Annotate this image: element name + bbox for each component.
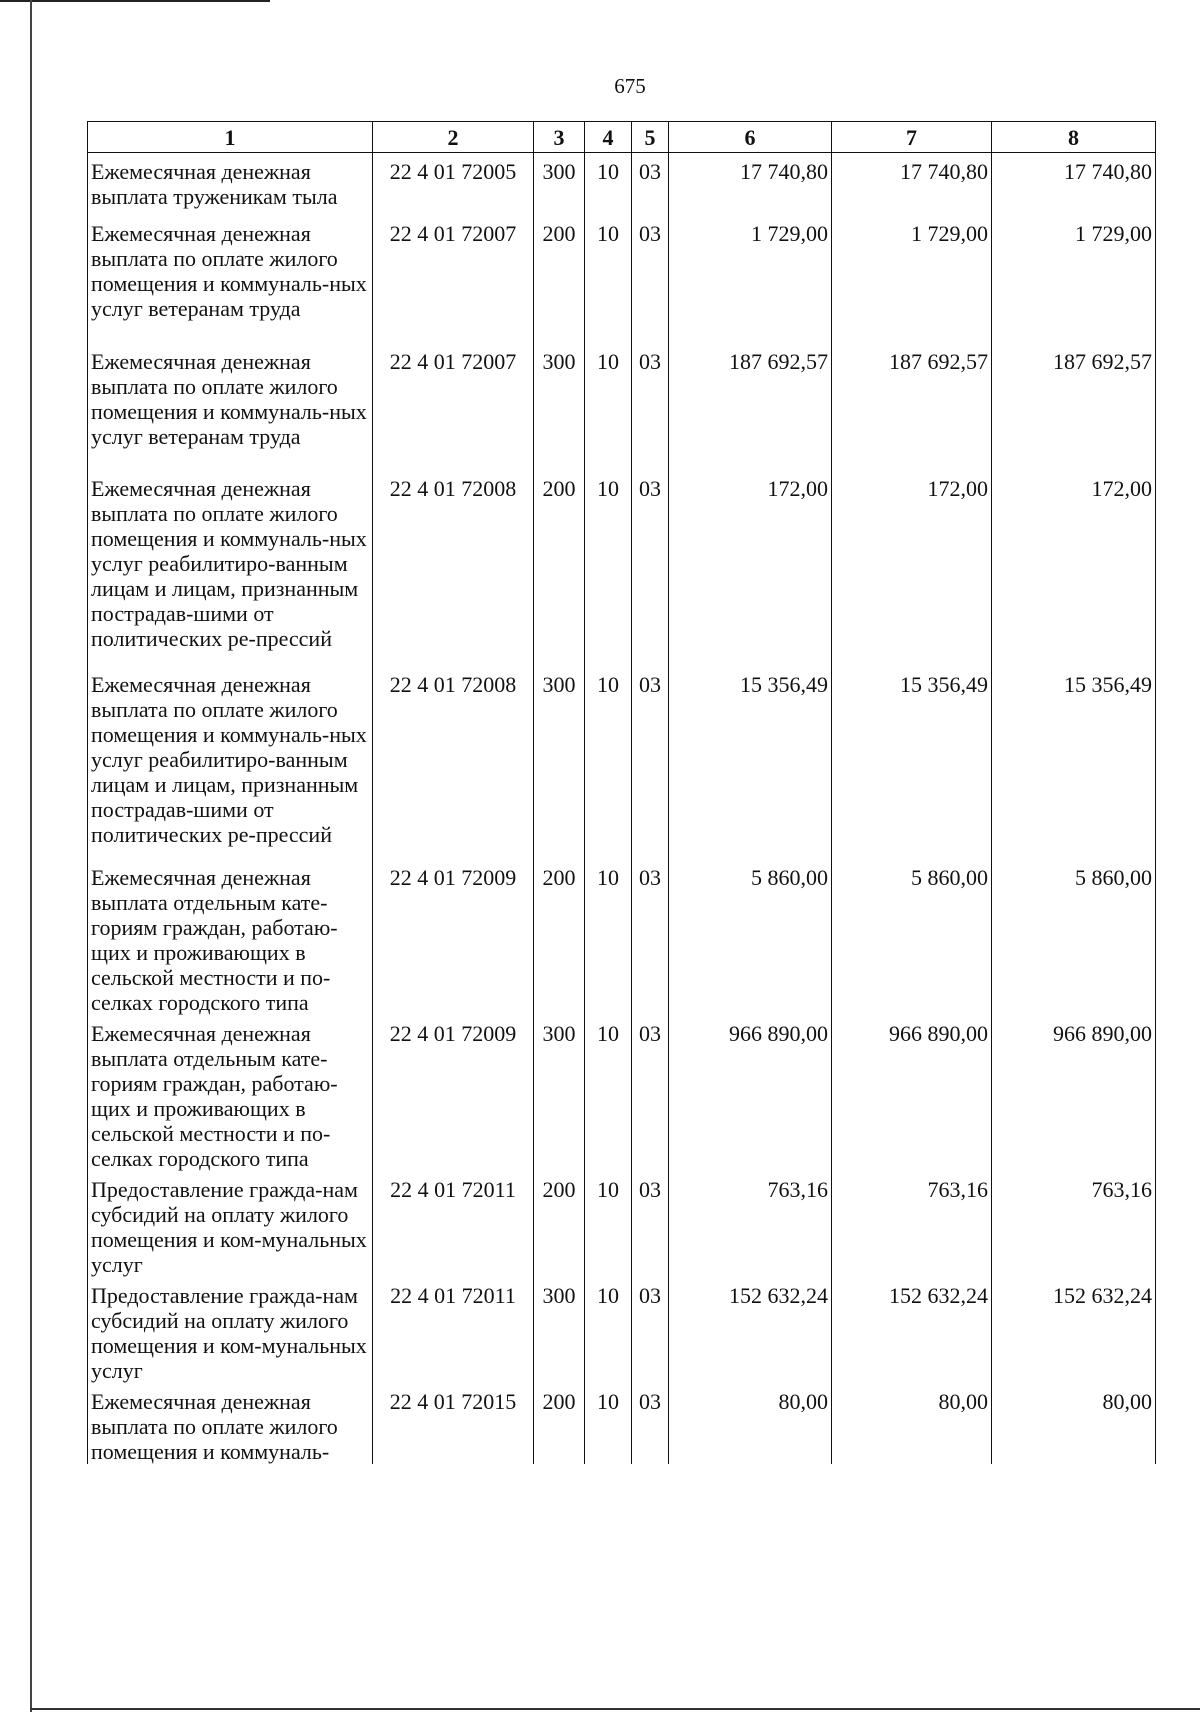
table-row [88, 666, 1156, 859]
row-col3-cell: 200 [534, 470, 585, 666]
column-header: 7 [832, 122, 992, 153]
row-col8-amount: 187 692,57 [992, 343, 1156, 470]
row-name-cell: Ежемесячная денежная выплата отдельным кате-гориям граждан, работаю-щих и проживающих в сельской местности и по-селках городского типа [88, 859, 373, 1015]
row-col5-cell: 03 [632, 859, 669, 1015]
table-row [88, 153, 1156, 215]
row-col7-amount: 172,00 [832, 470, 992, 666]
row-name-cell: Ежемесячная денежная выплата по оплате жилого помещения и коммуналь-ных услуг ветеранам труда [88, 215, 373, 343]
table-body [88, 153, 1156, 1464]
row-col7-amount: 17 740,80 [832, 153, 992, 215]
row-col3-cell: 300 [534, 1015, 585, 1171]
row-col7-amount: 5 860,00 [832, 859, 992, 1015]
column-header: 8 [992, 122, 1156, 153]
scan-frame-top [0, 0, 270, 2]
table-row [88, 1171, 1156, 1277]
row-col8-amount: 80,00 [992, 1383, 1156, 1464]
table-row [88, 343, 1156, 470]
row-name-cell: Предоставление гражда-нам субсидий на оплату жилого помещения и ком-мунальных услуг [88, 1277, 373, 1383]
row-col4-cell: 10 [585, 343, 632, 470]
column-header: 4 [585, 122, 632, 153]
row-col7-amount: 152 632,24 [832, 1277, 992, 1383]
row-name-cell: Ежемесячная денежная выплата по оплате жилого помещения и коммуналь-ных услуг реабилитиро-ванным лицам и лицам, признанным пострадав-шими от политических ре-прессий [88, 470, 373, 666]
row-col5-cell: 03 [632, 1383, 669, 1464]
row-col3-cell: 300 [534, 666, 585, 859]
row-col4-cell: 10 [585, 666, 632, 859]
row-col3-cell: 200 [534, 1171, 585, 1277]
row-col6-amount: 17 740,80 [669, 153, 832, 215]
table-row [88, 1015, 1156, 1171]
table-row [88, 215, 1156, 343]
table-row [88, 1383, 1156, 1464]
row-col5-cell: 03 [632, 1015, 669, 1171]
table-row [88, 470, 1156, 666]
row-code-cell: 22 4 01 72011 [373, 1277, 534, 1383]
row-col8-amount: 5 860,00 [992, 859, 1156, 1015]
row-col3-cell: 200 [534, 859, 585, 1015]
row-col5-cell: 03 [632, 343, 669, 470]
row-col3-cell: 200 [534, 1383, 585, 1464]
row-col7-amount: 966 890,00 [832, 1015, 992, 1171]
row-code-cell: 22 4 01 72007 [373, 343, 534, 470]
table-row [88, 1277, 1156, 1383]
row-name-cell: Предоставление гражда-нам субсидий на оплату жилого помещения и ком-мунальных услуг [88, 1171, 373, 1277]
row-col4-cell: 10 [585, 1171, 632, 1277]
row-code-cell: 22 4 01 72008 [373, 666, 534, 859]
row-col5-cell: 03 [632, 666, 669, 859]
row-col5-cell: 03 [632, 215, 669, 343]
row-code-cell: 22 4 01 72009 [373, 859, 534, 1015]
table-row [88, 859, 1156, 1015]
column-header: 3 [534, 122, 585, 153]
row-col4-cell: 10 [585, 859, 632, 1015]
row-col7-amount: 187 692,57 [832, 343, 992, 470]
row-col8-amount: 152 632,24 [992, 1277, 1156, 1383]
column-header: 5 [632, 122, 669, 153]
row-col5-cell: 03 [632, 470, 669, 666]
row-col6-amount: 172,00 [669, 470, 832, 666]
row-col4-cell: 10 [585, 215, 632, 343]
row-col6-amount: 1 729,00 [669, 215, 832, 343]
row-name-cell: Ежемесячная денежная выплата труженикам тыла [88, 153, 373, 215]
row-code-cell: 22 4 01 72011 [373, 1171, 534, 1277]
table-header-row [88, 122, 1156, 153]
row-col4-cell: 10 [585, 1383, 632, 1464]
row-col4-cell: 10 [585, 1277, 632, 1383]
row-code-cell: 22 4 01 72005 [373, 153, 534, 215]
column-header: 1 [88, 122, 373, 153]
row-col6-amount: 15 356,49 [669, 666, 832, 859]
row-col5-cell: 03 [632, 153, 669, 215]
scan-frame-bottom [30, 1708, 1200, 1710]
row-col7-amount: 1 729,00 [832, 215, 992, 343]
row-col8-amount: 15 356,49 [992, 666, 1156, 859]
row-name-cell: Ежемесячная денежная выплата по оплате жилого помещения и коммуналь- [88, 1383, 373, 1464]
row-code-cell: 22 4 01 72015 [373, 1383, 534, 1464]
scan-frame-left [30, 0, 32, 1712]
row-name-cell: Ежемесячная денежная выплата по оплате жилого помещения и коммуналь-ных услуг ветеранам труда [88, 343, 373, 470]
column-header: 6 [669, 122, 832, 153]
row-col6-amount: 152 632,24 [669, 1277, 832, 1383]
row-col8-amount: 1 729,00 [992, 215, 1156, 343]
row-col6-amount: 5 860,00 [669, 859, 832, 1015]
row-name-cell: Ежемесячная денежная выплата отдельным кате-гориям граждан, работаю-щих и проживающих в сельской местности и по-селках городского типа [88, 1015, 373, 1171]
page-number: 675 [614, 74, 646, 98]
row-col6-amount: 80,00 [669, 1383, 832, 1464]
row-col6-amount: 966 890,00 [669, 1015, 832, 1171]
row-code-cell: 22 4 01 72009 [373, 1015, 534, 1171]
row-col6-amount: 763,16 [669, 1171, 832, 1277]
row-col8-amount: 17 740,80 [992, 153, 1156, 215]
row-col4-cell: 10 [585, 153, 632, 215]
row-col3-cell: 300 [534, 1277, 585, 1383]
row-code-cell: 22 4 01 72008 [373, 470, 534, 666]
row-col3-cell: 200 [534, 215, 585, 343]
row-col3-cell: 300 [534, 153, 585, 215]
row-col4-cell: 10 [585, 1015, 632, 1171]
row-col7-amount: 15 356,49 [832, 666, 992, 859]
row-col8-amount: 966 890,00 [992, 1015, 1156, 1171]
row-code-cell: 22 4 01 72007 [373, 215, 534, 343]
row-col8-amount: 763,16 [992, 1171, 1156, 1277]
row-col3-cell: 300 [534, 343, 585, 470]
column-header: 2 [373, 122, 534, 153]
row-col6-amount: 187 692,57 [669, 343, 832, 470]
row-col7-amount: 80,00 [832, 1383, 992, 1464]
row-col4-cell: 10 [585, 470, 632, 666]
row-col5-cell: 03 [632, 1277, 669, 1383]
budget-table [87, 121, 1156, 1464]
row-col8-amount: 172,00 [992, 470, 1156, 666]
row-col5-cell: 03 [632, 1171, 669, 1277]
row-name-cell: Ежемесячная денежная выплата по оплате жилого помещения и коммуналь-ных услуг реабилитиро-ванным лицам и лицам, признанным пострадав-шими от политических ре-прессий [88, 666, 373, 859]
row-col7-amount: 763,16 [832, 1171, 992, 1277]
